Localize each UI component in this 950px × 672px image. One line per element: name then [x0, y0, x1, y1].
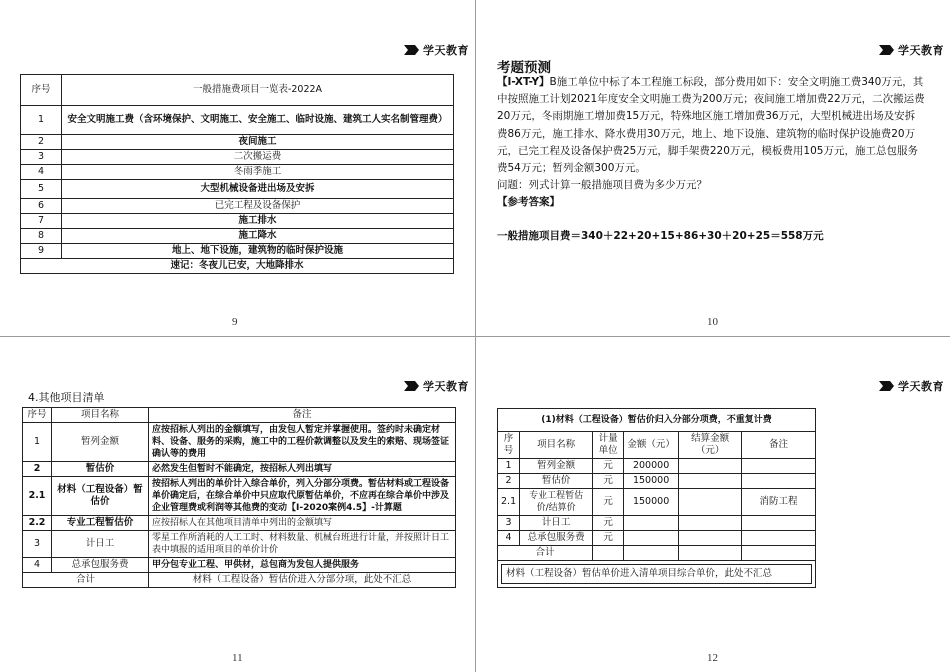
row-settle [679, 489, 742, 516]
brand-name: 学天教育 [898, 380, 944, 393]
row-note: 零星工作所消耗的人工工时、材料数量、机械台班进行计量，并按照计日工表中填报的适用项目的单价计价 [149, 531, 456, 558]
note-cell [498, 561, 816, 588]
page-divider-horizontal [0, 336, 950, 337]
table-row [23, 462, 456, 477]
total-label: 合计 [23, 573, 149, 588]
row-unit: 元 [593, 489, 624, 516]
table-total-row [23, 573, 456, 588]
header-cell: 项目名称 [52, 408, 149, 423]
row-no: 1 [21, 106, 62, 135]
brand-name: 学天教育 [898, 44, 944, 57]
row-settle [679, 474, 742, 489]
row-no: 7 [21, 214, 62, 229]
row-name: 暂列金额 [52, 423, 149, 462]
table-row [21, 135, 454, 150]
row-name: 总承包服务费 [520, 531, 593, 546]
page-number: 12 [707, 652, 718, 664]
table-row [23, 516, 456, 531]
answer-text: 一般措施项目费＝340＋22+20+15+86+30＋20+25＝558万元 [497, 230, 824, 242]
row-no: 8 [21, 229, 62, 244]
header-cell: 备注 [149, 408, 456, 423]
row-note: 消防工程 [742, 489, 816, 516]
header-cell: 序号 [498, 432, 520, 459]
row-name: 专业工程暂估价/结算价 [520, 489, 593, 516]
other-items-table [22, 407, 456, 588]
row-name: 专业工程暂估价 [52, 516, 149, 531]
row-note [742, 516, 816, 531]
section-title: 4.其他项目清单 [28, 391, 105, 404]
row-amount: 200000 [624, 459, 679, 474]
row-name: 施工降水 [62, 229, 454, 244]
row-name: 施工排水 [62, 214, 454, 229]
table-row [23, 423, 456, 462]
row-no: 3 [498, 516, 520, 531]
table-row [498, 474, 816, 489]
table-row [21, 244, 454, 259]
row-name: 二次搬运费 [62, 150, 454, 165]
row-unit: 元 [593, 474, 624, 489]
table-row [498, 489, 816, 516]
row-no: 9 [21, 244, 62, 259]
brand-logo [404, 42, 469, 58]
question-tag: 【Ⅰ-XT-Y】 [497, 76, 550, 88]
total-empty-cell [742, 546, 816, 561]
total-empty-cell [679, 546, 742, 561]
table-row [21, 214, 454, 229]
row-no: 1 [498, 459, 520, 474]
header-cell: 备注 [742, 432, 816, 459]
table-memo-row [21, 259, 454, 274]
memo-text: 速记：冬夜儿已安，大地降排水 [21, 259, 454, 274]
row-name: 夜间施工 [62, 135, 454, 150]
total-empty-cell [624, 546, 679, 561]
row-no: 4 [21, 165, 62, 180]
row-no: 2.1 [23, 477, 52, 516]
question-ask: 问题：列式计算一般措施项目费为多少万元？ [497, 179, 707, 192]
question-text: B施工单位中标了本工程施工标段，部分费用如下：安全文明施工费340万元，其中按照施工计划2021年度安全文明施工费为200万元；夜间施工增加费22万元，二次搬运费20万元，冬雨期施工增加费15万元，特殊地区施工增加费36万元，大型机械进出场及安拆费86万元，施工排水、降水费用30万元，地上、地下设施、建筑物的临时保护设施费20万元，已完工程及设备保护费25万元，脚手架费220万元，模板费用105万元，施工总包服务费54万元；暂列金额300万元。 [497, 76, 925, 175]
page-number: 11 [232, 652, 243, 664]
brand-mark-icon [404, 381, 420, 391]
table-row [23, 477, 456, 516]
row-name: 暂估价 [520, 474, 593, 489]
row-note-text: 应按招标人列出的金额填写，由发包人暂定并掌握使用。签约时未确定材料、设备、服务的采购，施工中的工程价款调整以及发生的索赔、现场签证确认等的费用 [152, 425, 450, 459]
header-cell-no: 序号 [21, 75, 62, 106]
header-cell: 计量单位 [593, 432, 624, 459]
row-name: 总承包服务费 [52, 558, 149, 573]
brand-logo [879, 378, 944, 394]
table-row [21, 106, 454, 135]
row-amount [624, 516, 679, 531]
row-no: 2 [498, 474, 520, 489]
row-no: 2.2 [23, 516, 52, 531]
table-row [21, 180, 454, 199]
row-name: 暂列金额 [520, 459, 593, 474]
header-cell: 金额（元） [624, 432, 679, 459]
brand-name: 学天教育 [423, 380, 469, 393]
row-name: 暂估价 [52, 462, 149, 477]
page-number: 9 [232, 316, 238, 328]
header-cell: 项目名称 [520, 432, 593, 459]
table-row [23, 558, 456, 573]
row-no: 2.1 [498, 489, 520, 516]
page-number: 10 [707, 316, 718, 328]
row-name: 大型机械设备进出场及安拆 [62, 180, 454, 199]
row-note [149, 423, 456, 462]
header-cell: 序号 [23, 408, 52, 423]
section-heading: 考题预测 [497, 60, 551, 76]
brand-mark-icon [404, 45, 420, 55]
row-no: 6 [21, 199, 62, 214]
row-note: 必然发生但暂时不能确定，按招标人列出填写 [149, 462, 456, 477]
row-name: 已完工程及设备保护 [62, 199, 454, 214]
row-note [742, 474, 816, 489]
row-note: 按招标人列出的单价计入综合单价，列入分部分项费。暂估材料或工程设备单价确定后，在综合单价中只应取代原暂估单价，不应再在综合单价中涉及企业管理费或利润等其他费的变动【Ⅰ-2020案例4.5】-计算题 [149, 477, 456, 516]
row-note [742, 531, 816, 546]
row-no: 2 [21, 135, 62, 150]
row-note: 甲分包专业工程、甲供材，总包商为发包人提供服务 [149, 558, 456, 573]
brand-name: 学天教育 [423, 44, 469, 57]
total-note: 材料（工程设备）暂估价进入分部分项，此处不汇总 [149, 573, 456, 588]
row-no: 1 [23, 423, 52, 462]
row-settle [679, 516, 742, 531]
row-no: 3 [21, 150, 62, 165]
row-name: 材料（工程设备）暂估价 [52, 477, 149, 516]
note-box: 材料（工程设备）暂估单价进入清单项目综合单价，此处不汇总 [501, 564, 812, 584]
row-settle [679, 531, 742, 546]
provisional-sum-table [497, 408, 816, 588]
row-name: 地上、地下设施，建筑物的临时保护设施 [62, 244, 454, 259]
table-header-row [498, 432, 816, 459]
row-note: 应按招标人在其他项目清单中列出的金额填写 [149, 516, 456, 531]
table-note-row [498, 561, 816, 588]
table-row [21, 199, 454, 214]
table-row [21, 150, 454, 165]
answer-title: 【参考答案】 [497, 196, 560, 209]
total-empty-cell [593, 546, 624, 561]
row-unit: 元 [593, 516, 624, 531]
row-no: 4 [23, 558, 52, 573]
table-row [498, 459, 816, 474]
row-no: 2 [23, 462, 52, 477]
table-title: 一般措施费项目一览表-2022A [62, 75, 454, 106]
row-settle [679, 459, 742, 474]
brand-mark-icon [879, 381, 895, 391]
measure-fee-table [20, 74, 454, 274]
row-note [742, 459, 816, 474]
row-amount: 150000 [624, 474, 679, 489]
total-label: 合计 [498, 546, 593, 561]
row-no: 3 [23, 531, 52, 558]
row-name: 计日工 [520, 516, 593, 531]
row-no: 5 [21, 180, 62, 199]
table-row [498, 516, 816, 531]
table-header-row [23, 408, 456, 423]
table-total-row [498, 546, 816, 561]
table-title: (1)材料（工程设备）暂估价归入分部分项费，不重复计费 [498, 409, 816, 432]
table-row [21, 165, 454, 180]
row-name: 冬雨季施工 [62, 165, 454, 180]
row-unit: 元 [593, 459, 624, 474]
row-unit: 元 [593, 531, 624, 546]
brand-logo [404, 378, 469, 394]
row-name: 安全文明施工费（含环境保护、文明施工、安全施工、临时设施、建筑工人实名制管理费） [62, 106, 454, 135]
brand-mark-icon [879, 45, 895, 55]
table-row [21, 229, 454, 244]
row-no: 4 [498, 531, 520, 546]
row-name: 计日工 [52, 531, 149, 558]
row-amount: 150000 [624, 489, 679, 516]
question-block [497, 74, 925, 212]
row-amount [624, 531, 679, 546]
header-cell: 结算金额（元） [679, 432, 742, 459]
brand-logo [879, 42, 944, 58]
table-row [498, 531, 816, 546]
table-header-row [21, 75, 454, 106]
table-title-row [498, 409, 816, 432]
table-row [23, 531, 456, 558]
